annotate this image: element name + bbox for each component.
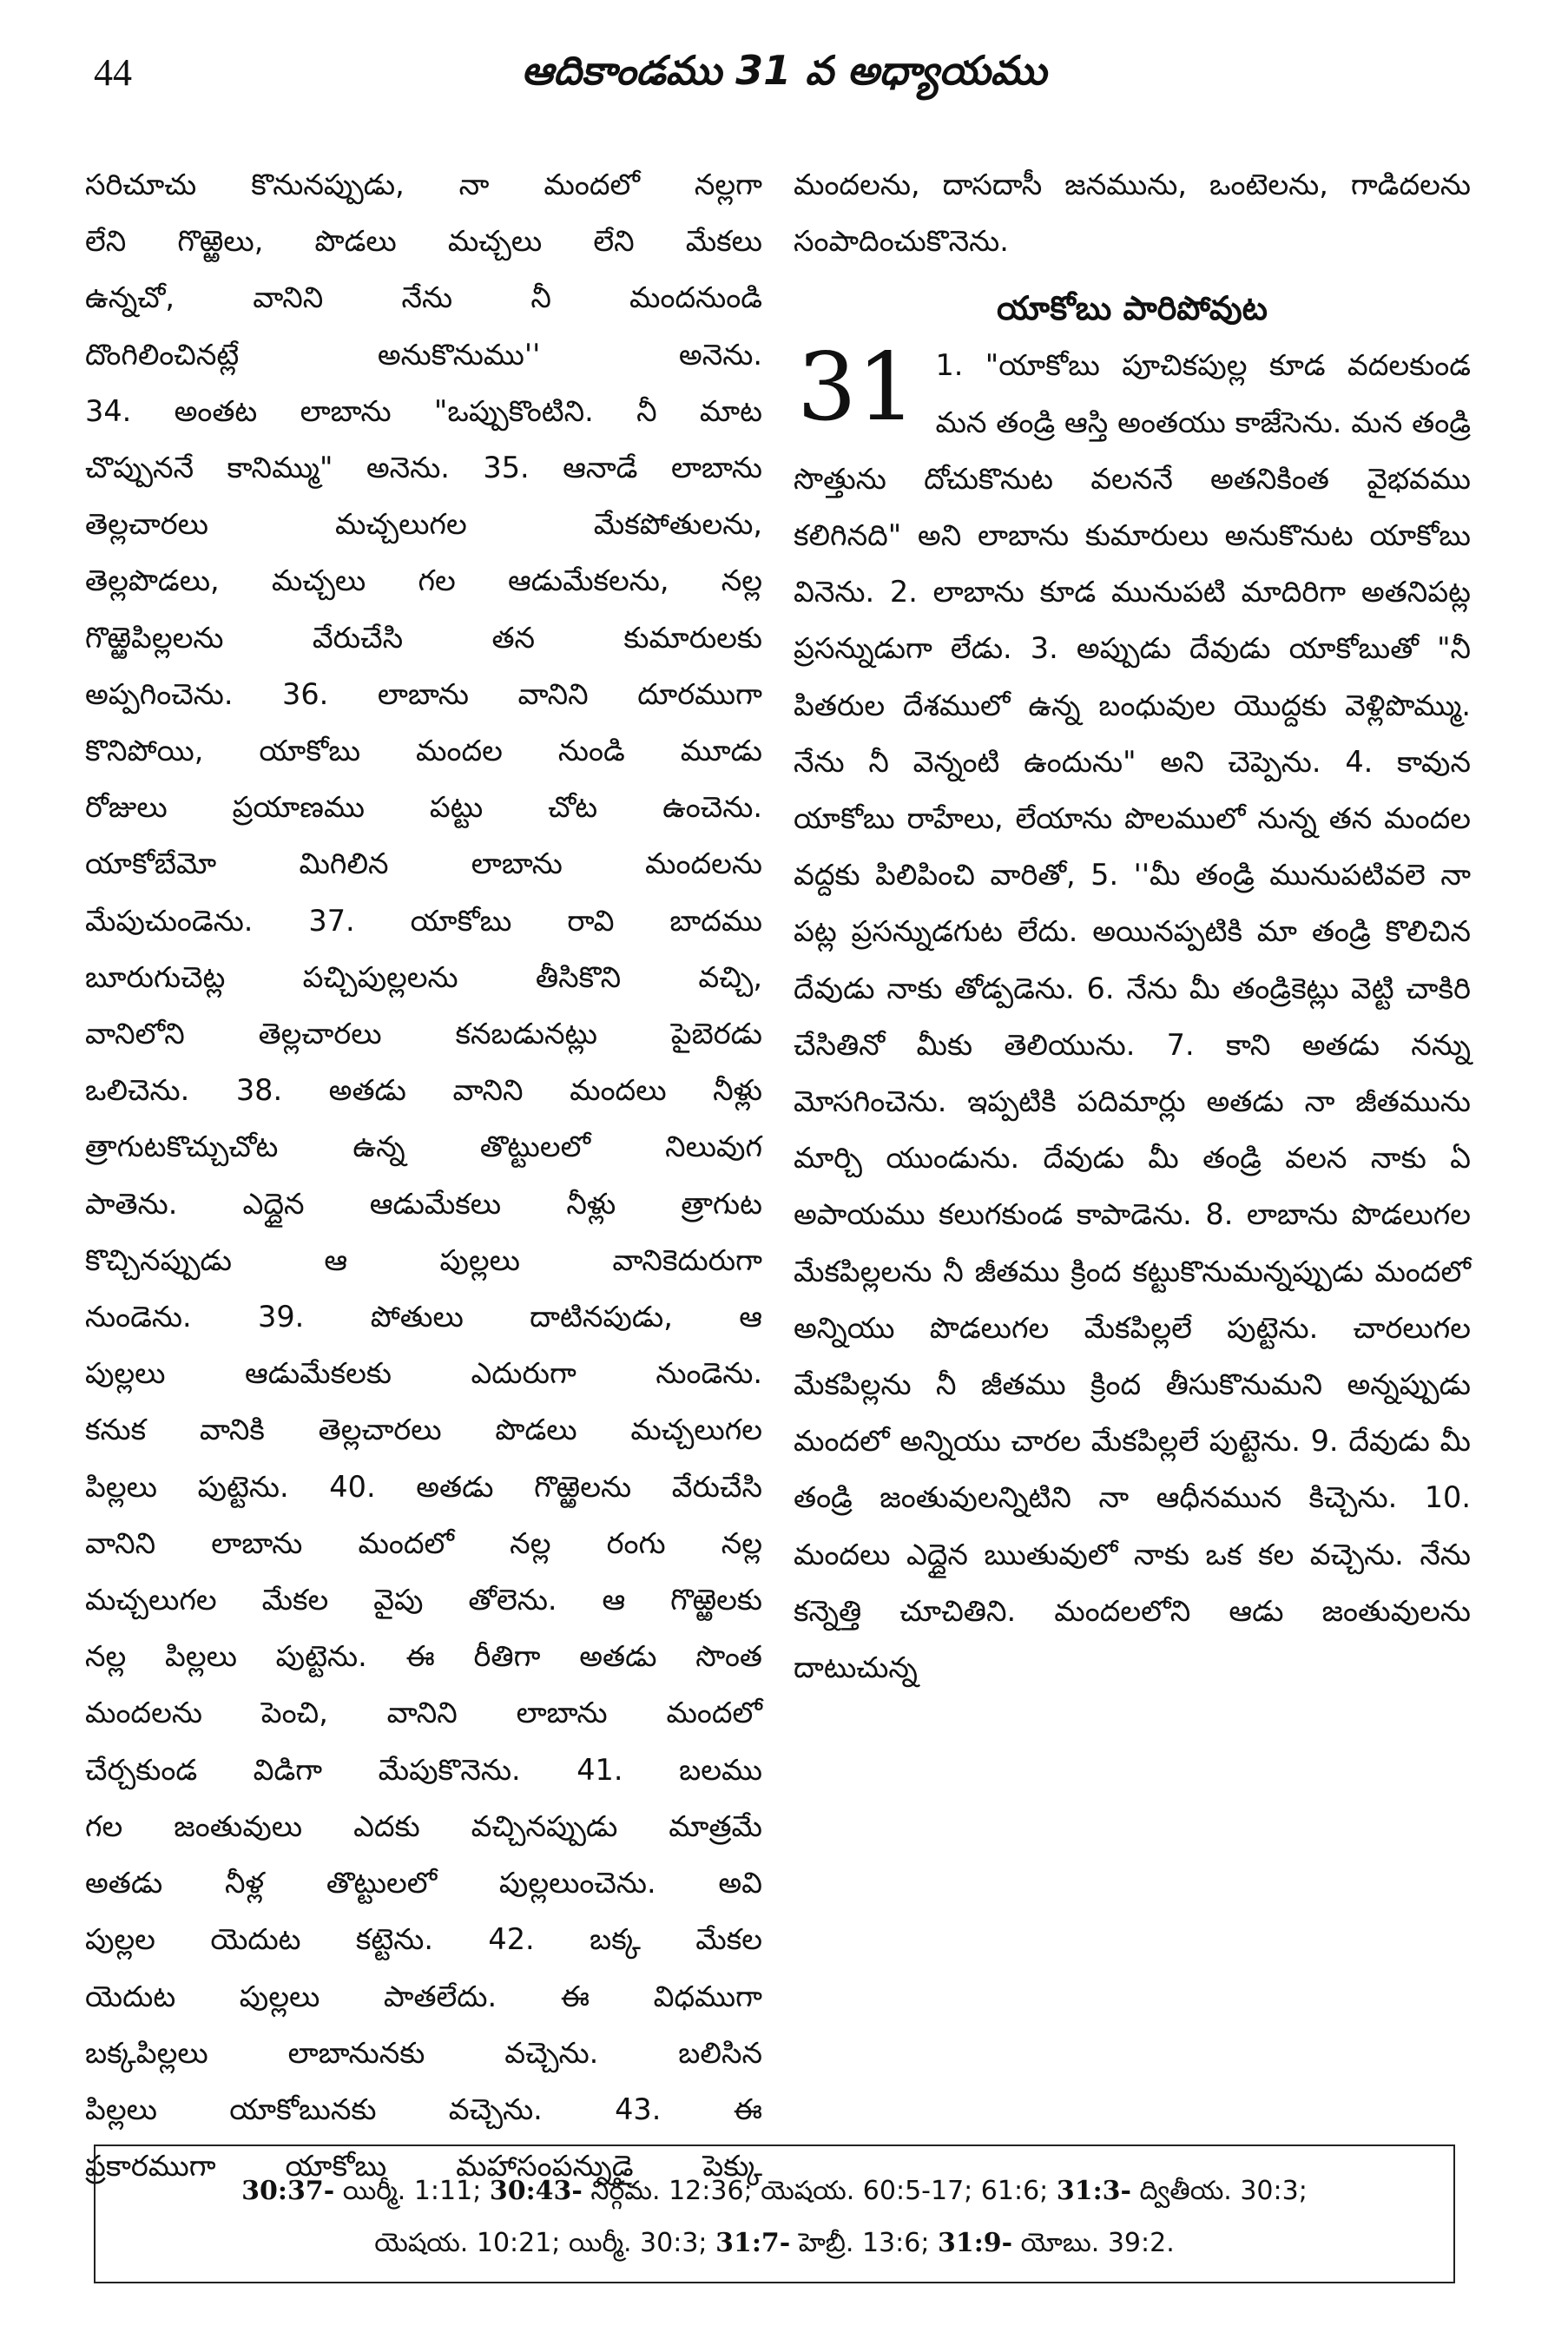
text-line: నల్ల పిల్లలు పుట్టెను. ఈ రీతిగా అతడు సొంత bbox=[85, 1639, 762, 1674]
text-line: లేని గొఱ్ఱెలు, పొడలు మచ్చలు లేని మేకలు bbox=[85, 224, 762, 259]
text-line: ప్రకారముగా యాకోబు మహాసంపన్నుడై పెక్కు bbox=[85, 2149, 762, 2184]
text-line: మచ్చలుగల మేకల వైపు తోలెను. ఆ గొఱ్ఱెలకు bbox=[85, 1583, 762, 1617]
running-title: ఆదికాండము 31 వ అధ్యాయము bbox=[521, 47, 1047, 94]
left-column bbox=[85, 156, 762, 2184]
text-line: పుల్లలు ఆడుమేకలకు ఎదురుగా నుండెను. bbox=[85, 1356, 762, 1391]
text-line: బక్కపిల్లలు లాబానునకు వచ్చెను. బలిసిన bbox=[85, 2035, 762, 2070]
footnote-ref: 31:7- bbox=[715, 2228, 791, 2258]
text-line: వానిని లాబాను మందలో నల్ల రంగు నల్ల bbox=[85, 1525, 762, 1560]
text-line: కనుక వానికి తెల్లచారలు పొడలు మచ్చలుగల bbox=[85, 1413, 762, 1447]
text-line: పిల్లలు పుట్టెను. 40. అతడు గొఱ్ఱెలను వేరుచేసి bbox=[85, 1469, 762, 1504]
text-line: కొచ్చినప్పుడు ఆ పుల్లలు వానికెదురుగా bbox=[85, 1242, 762, 1277]
text-line: యాకోబేమో మిగిలిన లాబాను మందలను bbox=[85, 847, 762, 881]
footnote-ref: 31:3- bbox=[1056, 2176, 1131, 2206]
footnote-ref: 31:9- bbox=[937, 2228, 1013, 2258]
page-header bbox=[0, 35, 1568, 113]
text-line: గొఱ్ఱెపిల్లలను వేరుచేసి తన కుమారులకు bbox=[85, 620, 762, 655]
text-line: బూరుగుచెట్ల పచ్చిపుల్లలను తీసికొని వచ్చి, bbox=[85, 959, 762, 994]
chapter-paragraph bbox=[794, 333, 1471, 1696]
text-line: సరిచూచు కొనునప్పుడు, నా మందలో నల్లగా bbox=[85, 168, 762, 201]
text-line: 34. అంతట లాబాను "ఒప్పుకొంటిని. నీ మాట bbox=[85, 393, 762, 428]
text-line: తెల్లపొడలు, మచ్చలు గల ఆడుమేకలను, నల్ల bbox=[85, 563, 762, 598]
footnote-ref: 30:43- bbox=[489, 2176, 583, 2206]
text-line: చేర్చకుండ విడిగా మేపుకొనెను. 41. బలము bbox=[85, 1752, 762, 1787]
text-line: ఒలిచెను. 38. అతడు వానిని మందలు నీళ్లు bbox=[85, 1073, 762, 1108]
text-line: అప్పగించెను. 36. లాబాను వానిని దూరముగా bbox=[85, 676, 762, 711]
footnote-text: యిర్మీ. 1:11; bbox=[334, 2176, 490, 2206]
text-line: దొంగిలించినట్లే అనుకొనుము'' అనెను. bbox=[85, 337, 762, 372]
text-line: అతడు నీళ్ల తొట్టులలో పుల్లలుంచెను. అవి bbox=[85, 1866, 762, 1901]
text-line: రోజులు ప్రయాణము పట్టు చోట ఉంచెను. bbox=[85, 790, 762, 825]
text-line: పుల్లల యెదుట కట్టెను. 42. బక్క మేకల bbox=[85, 1922, 762, 1957]
text-line: నుండెను. 39. పోతులు దాటినపుడు, ఆ bbox=[85, 1300, 762, 1334]
footnote-text: యెషయ. 10:21; యిర్మీ. 30:3; bbox=[374, 2228, 716, 2258]
section-heading: యాకోబు పారిపోవుట bbox=[996, 289, 1268, 328]
footnote-text: యోబు. 39:2. bbox=[1012, 2228, 1175, 2258]
page-number: 44 bbox=[94, 51, 132, 94]
text-line: గల జంతువులు ఎదకు వచ్చినప్పుడు మాత్రమే bbox=[85, 1808, 762, 1843]
text-line: మందలను పెంచి, వానిని లాబాను మందలో bbox=[85, 1696, 762, 1730]
footnote-text: నిర్గమ. 12:36; యెషయ. 60:5-17; 61:6; bbox=[582, 2176, 1057, 2206]
footnote-ref: 30:37- bbox=[241, 2176, 335, 2206]
footnote-text: ద్వితీయ. 30:3; bbox=[1130, 2176, 1308, 2206]
text-line: యెదుట పుల్లలు పాతలేదు. ఈ విధముగా bbox=[85, 1979, 762, 2013]
text-line: కొనిపోయి, యాకోబు మందల నుండి మూడు bbox=[85, 734, 762, 768]
text-line: వానిలోని తెల్లచారలు కనబడునట్లు పైబెరడు bbox=[85, 1017, 762, 1051]
footnote-text: హెబ్రీ. 13:6; bbox=[790, 2228, 938, 2258]
cross-reference-box bbox=[94, 2144, 1455, 2283]
text-line: చొప్పుననే కానిమ్ము" అనెను. 35. ఆనాడే లాబాను bbox=[85, 451, 762, 485]
text-line: పిల్లలు యాకోబునకు వచ్చెను. 43. ఈ bbox=[85, 2092, 762, 2126]
text-line: పాతెను. ఎద్దైన ఆడుమేకలు నీళ్లు త్రాగుట bbox=[85, 1186, 762, 1221]
chapter-number: 31 bbox=[797, 333, 917, 443]
intro-paragraph: మందలను, దాసదాసీ జనమును, ఒంటెలను, గాడిదలను సంపాదించుకొనెను. bbox=[794, 168, 1471, 259]
chapter-body-text: 1. "యాకోబు పూచికపుల్ల కూడ వదలకుండ మన తండ్రి ఆస్తి అంతయు కాజేసెను. మన తండ్రి సొత్తును దోచుకొనుట వలననే అతనికింత వైభవము కలిగినది" అని లాబాను కుమారులు అనుకొనుట యాకోబు వినెను. 2. లాబాను కూడ మునుపటి మాదిరిగా అతనిపట్ల ప్రసన్నుడుగా లేడు. 3. అప్పుడు దేవుడు యాకోబుతో "నీ పితరుల దేశములో ఉన్న బంధువుల యొద్దకు వెళ్లిపొమ్ము. నేను నీ వెన్నంటి ఉందును" అని చెప్పెను. 4. కావున యాకోబు రాహేలు, లేయాను పొలములో నున్న తన మందల వద్దకు పిలిపించి వారితో, 5. ''మీ తండ్రి మునుపటివలె నా పట్ల ప్రసన్నుడగుట లేదు. అయినప్పటికి మా తండ్రి కొలిచిన దేవుడు నాకు తోడ్పడెను. 6. నేను మీ తండ్రికెట్లు వెట్టి చాకిరి చేసితినో మీకు తెలియును. 7. కాని అతడు నన్ను మోసగించెను. ఇప్పటికి పదిమార్లు అతడు నా జీతమును మార్చి యుండును. దేవుడు మీ తండ్రి వలన నాకు ఏ అపాయము కలుగకుండ కాపాడెను. 8. లాబాను పొడలుగల మేకపిల్లలను నీ జీతము క్రింద కట్టుకొనుమన్నప్పుడు మందలో అన్నియు పొడలుగల మేకపిల్లలే పుట్టెను. చారలుగల మేకపిల్లను నీ జీతము క్రింద తీసుకొనుమని అన్నప్పుడు మందలో అన్నియు చారల మేకపిల్లలే పుట్టెను. 9. దేవుడు మీ తండ్రి జంతువులన్నిటిని నా ఆధీనమున కిచ్చెను. 10. మందలు ఎద్దైన ఋతువులో నాకు ఒక కల వచ్చెను. నేను కన్నెత్తి చూచితిని. మందలలోని ఆడు జంతువులను దాటుచున్న bbox=[794, 348, 1471, 1685]
text-line: ఉన్నచో, వానిని నేను నీ మందనుండి bbox=[85, 280, 762, 315]
text-line: త్రాగుటకొచ్చుచోట ఉన్న తొట్టులలో నిలువుగ bbox=[85, 1130, 762, 1164]
right-column bbox=[794, 156, 1471, 2110]
text-line: మేపుచుండెను. 37. యాకోబు రావి బాదము bbox=[85, 903, 762, 938]
text-line: తెల్లచారలు మచ్చలుగల మేకపోతులను, bbox=[85, 507, 762, 542]
